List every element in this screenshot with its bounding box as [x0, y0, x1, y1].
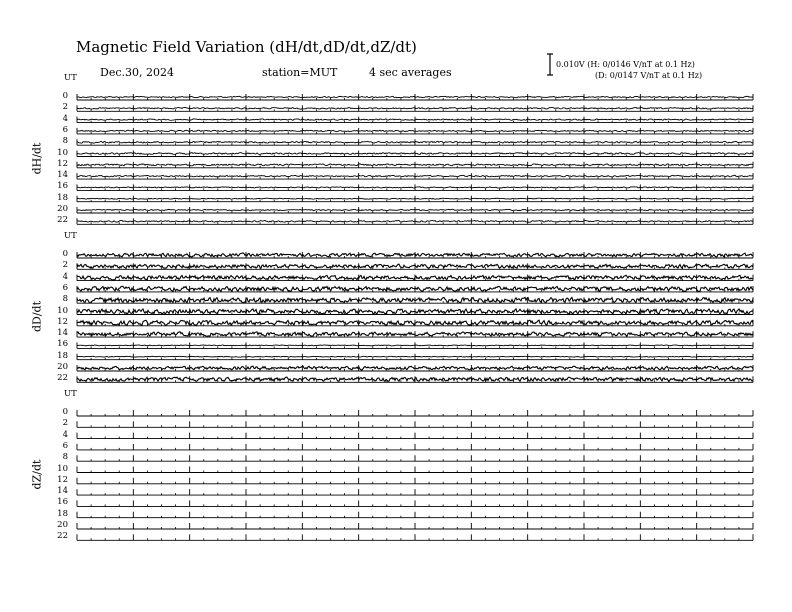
panel-ylabel: dZ/dt: [30, 459, 44, 490]
scale-bar-icon: [546, 53, 554, 77]
panel-dD-dt: [77, 252, 753, 382]
row-hour-label: 0: [62, 407, 68, 417]
row-hour-label: 20: [57, 520, 68, 530]
row-hour-label: 20: [57, 362, 68, 372]
row-hour-label: 22: [57, 215, 68, 226]
date-label: Dec.30, 2024: [100, 66, 174, 79]
row-hour-label: 6: [62, 282, 68, 293]
row-hour-label: 18: [57, 350, 68, 361]
row-hour-label: 12: [57, 316, 68, 327]
station-label: station=MUT: [262, 66, 338, 79]
row-hour-label: 16: [57, 339, 68, 350]
row-hour-label: 2: [62, 260, 68, 271]
panel-dZ-dt: [77, 410, 753, 540]
row-hour-label: 10: [57, 305, 68, 316]
ut-label: UT: [64, 73, 77, 83]
row-hour-label: 20: [57, 204, 68, 214]
row-hour-label: 16: [57, 181, 68, 192]
row-hour-label: 14: [57, 328, 68, 339]
scale-value-label: 0.010V (H: 0/0146 V/nT at 0.1 Hz): [556, 60, 695, 69]
row-hour-label: 14: [57, 170, 68, 181]
row-hour-label: 0: [62, 91, 68, 101]
panel-ylabel: dD/dt: [30, 301, 44, 333]
row-hour-label: 8: [62, 136, 68, 147]
row-hour-label: 2: [62, 102, 68, 113]
averaging-label: 4 sec averages: [369, 66, 452, 79]
chart-title: Magnetic Field Variation (dH/dt,dD/dt,dZ/dt): [76, 38, 417, 56]
row-hour-label: 0: [62, 249, 68, 259]
panel-dH-dt: [77, 94, 753, 224]
scale-d-sensitivity: (D: 0/0147 V/nT at 0.1 Hz): [595, 71, 703, 80]
row-hour-label: 22: [57, 531, 68, 542]
row-hour-label: 16: [57, 497, 68, 508]
row-hour-label: 8: [62, 294, 68, 305]
row-hour-label: 10: [57, 147, 68, 158]
ut-label: UT: [64, 389, 77, 399]
row-hour-label: 2: [62, 418, 68, 429]
row-hour-label: 4: [62, 113, 68, 124]
row-hour-label: 18: [57, 192, 68, 203]
row-hour-label: 14: [57, 486, 68, 497]
panel-ylabel: dH/dt: [30, 142, 44, 175]
row-hour-label: 22: [57, 373, 68, 384]
row-hour-label: 6: [62, 124, 68, 135]
row-hour-label: 6: [62, 440, 68, 451]
row-hour-label: 8: [62, 452, 68, 463]
row-hour-label: 4: [62, 429, 68, 440]
ut-label: UT: [64, 231, 77, 241]
row-hour-label: 10: [57, 463, 68, 474]
row-hour-label: 18: [57, 508, 68, 519]
row-hour-label: 4: [62, 271, 68, 282]
row-hour-label: 12: [57, 158, 68, 169]
row-hour-label: 12: [57, 474, 68, 485]
